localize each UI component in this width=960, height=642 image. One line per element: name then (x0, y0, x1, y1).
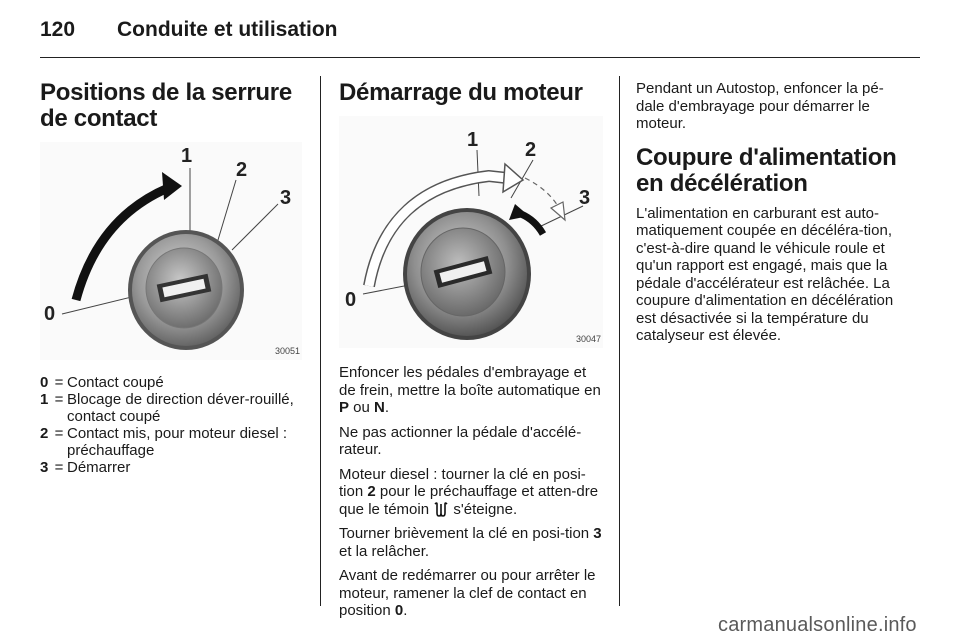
legend-key: 2 (40, 425, 49, 442)
figure-code: 30047 (575, 334, 601, 344)
paragraph-fuel-cutoff: L'alimentation en carburant est auto-matiquement coupée en décéléra-tion, c'est-à-dire quand le véhicule roule et qu'un rapport est engagé, mais que la pédale d'accélérateur est relâchée. La coupure d'alimentation en décélération est désactivée si la température du catalyseur est élevée. (636, 204, 894, 344)
figure-label-1: 1 (181, 145, 193, 167)
legend-text: Blocage de direction déver-rouillé, contact coupé (67, 391, 294, 425)
position-2: 2 (367, 483, 376, 500)
engine-start-figure (339, 116, 603, 348)
gear-p: P (339, 399, 350, 416)
figure-code: 30051 (274, 346, 300, 356)
page-number: 120 (40, 18, 76, 41)
instruction-crank (339, 525, 603, 560)
text-run: Enfoncer les pédales d'embrayage et de frein, mettre la boîte automatique en (339, 364, 601, 399)
glow-plug-icon (433, 501, 449, 517)
figure-label-0: 0 (44, 303, 56, 325)
engine-start-instructions (339, 364, 603, 620)
legend-item (40, 391, 302, 425)
legend-item (40, 374, 302, 391)
ignition-lock-illustration (40, 142, 302, 360)
column-fuel-cutoff (636, 80, 904, 352)
instruction-accelerator: Ne pas actionner la pédale d'accélé-rateur. (339, 423, 582, 458)
legend-key: 1 (40, 391, 49, 408)
ignition-lock-figure (40, 142, 302, 360)
figure-label-0: 0 (345, 289, 357, 311)
text-run: pour le préchauffage et atten-dre que le témoin (339, 483, 599, 518)
position-3: 3 (593, 525, 602, 542)
page-header (40, 18, 920, 56)
column-engine-start (339, 80, 603, 627)
legend-key: 0 (40, 374, 49, 391)
column-divider-1 (320, 76, 321, 606)
engine-start-illustration (339, 116, 603, 348)
text-run: Tourner brièvement la clé en posi-tion (339, 525, 594, 542)
section-heading-ignition-positions: Positions de la serrure de contact (40, 79, 292, 132)
section-heading-engine-start: Démarrage du moteur (339, 79, 583, 106)
text-run: . (384, 399, 390, 416)
legend-item (40, 459, 302, 476)
text-run: Avant de redémarrer ou pour arrêter le moteur, ramener la clef de contact en position (339, 567, 596, 619)
position-0: 0 (394, 602, 404, 619)
legend-key: 3 (40, 459, 49, 476)
text-run: ou (349, 399, 375, 416)
watermark: carmanualsonline.info (718, 614, 917, 636)
instruction-diesel (339, 466, 603, 519)
text-run: s'éteigne. (449, 500, 518, 518)
legend-separator: = (54, 459, 64, 476)
figure-label-3: 3 (579, 187, 591, 209)
instruction-stop (339, 567, 603, 620)
paragraph-autostop: Pendant un Autostop, enfoncer la pé-dale d'embrayage pour démarrer le moteur. (636, 80, 884, 132)
instruction-pedals (339, 364, 603, 417)
column-ignition-positions (40, 80, 302, 476)
chapter-title: Conduite et utilisation (117, 18, 338, 41)
text-run: Moteur diesel : tourner la clé en posi-tion (339, 465, 586, 500)
figure-label-3: 3 (280, 187, 292, 209)
figure-label-1: 1 (467, 129, 479, 151)
legend-text: Contact mis, pour moteur diesel : préchauffage (67, 425, 288, 459)
gear-n: N (374, 399, 385, 416)
text-run: et la relâcher. (339, 542, 430, 560)
legend-separator: = (54, 374, 64, 391)
text-run: . (403, 602, 408, 619)
position-legend (40, 374, 302, 476)
legend-item (40, 425, 302, 459)
figure-label-2: 2 (236, 159, 248, 181)
figure-label-2: 2 (525, 139, 537, 161)
legend-separator: = (54, 391, 64, 408)
header-rule (40, 57, 920, 58)
legend-text: Contact coupé (67, 374, 164, 391)
section-heading-fuel-cutoff: Coupure d'alimentation en décélération (636, 143, 897, 197)
legend-text: Démarrer (67, 459, 131, 476)
column-divider-2 (619, 76, 620, 606)
legend-separator: = (54, 425, 64, 442)
